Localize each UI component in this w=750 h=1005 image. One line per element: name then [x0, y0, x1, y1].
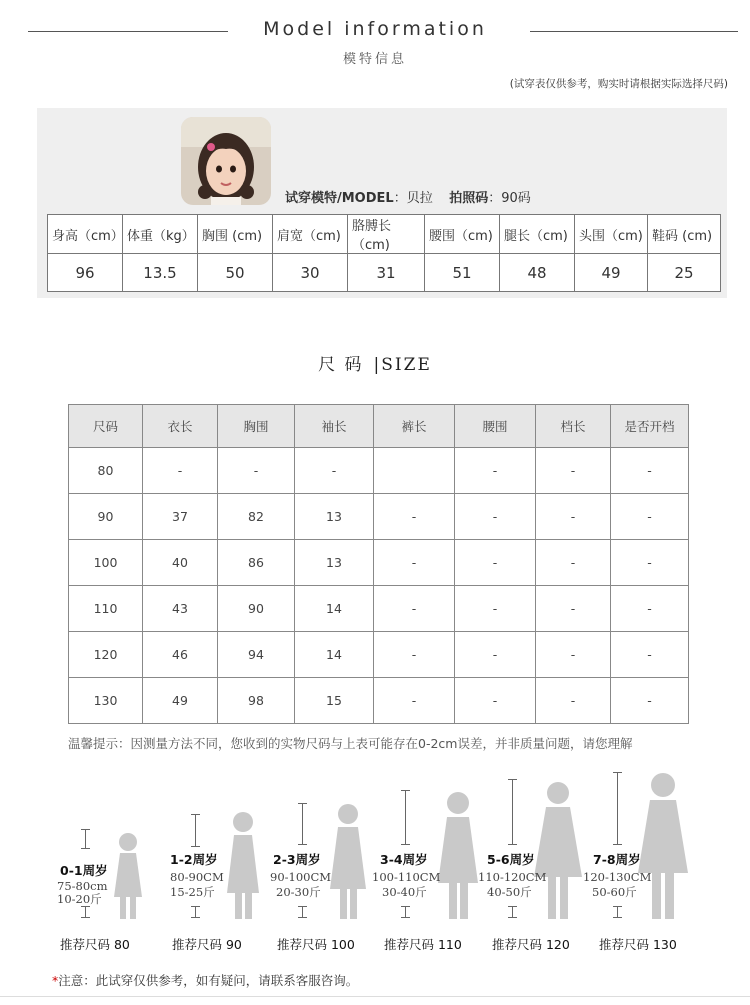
- size-cell: -: [218, 448, 295, 494]
- size-cell: 130: [69, 678, 143, 724]
- size-cell: 14: [295, 632, 374, 678]
- size-cell: 40: [143, 540, 218, 586]
- height-ruler-icon: [302, 803, 303, 845]
- value-cell: 96: [48, 254, 123, 292]
- height-range: 80-90CM: [170, 870, 224, 884]
- footnote: [52, 971, 358, 989]
- height-range: 120-130CM: [583, 870, 652, 884]
- header-cell: 鞋码 (cm): [648, 215, 721, 254]
- size-cell: -: [536, 540, 611, 586]
- table-row: [69, 632, 689, 678]
- table-row: [69, 678, 689, 724]
- size-cell: -: [536, 632, 611, 678]
- size-cell: 94: [218, 632, 295, 678]
- size-cell: [374, 448, 455, 494]
- age-label: 7-8周岁: [593, 852, 641, 867]
- size-cell: 110: [69, 586, 143, 632]
- model-photo: [181, 117, 271, 205]
- size-cell: -: [536, 494, 611, 540]
- size-cell: 100: [69, 540, 143, 586]
- measurement-tip: 温馨提示：因测量方法不同，您收到的实物尺码与上表可能存在0-2cm误差，并非质量问题，请您理解: [68, 736, 633, 751]
- size-cell: 82: [218, 494, 295, 540]
- size-header-cell: 衣长: [143, 405, 218, 448]
- child-silhouette-icon: [638, 773, 688, 919]
- header-cell: 身高（cm）: [48, 215, 123, 254]
- size-cell: -: [374, 632, 455, 678]
- divider: [0, 996, 750, 997]
- model-measurements-table: [47, 214, 721, 292]
- height-ruler-icon: [302, 906, 303, 918]
- height-ruler-icon: [405, 790, 406, 845]
- age-label: 2-3周岁: [273, 852, 321, 867]
- height-range: 110-120CM: [478, 870, 547, 884]
- size-cell: -: [611, 448, 689, 494]
- size-cell: -: [536, 448, 611, 494]
- size-cell: 43: [143, 586, 218, 632]
- table-row: [69, 540, 689, 586]
- table-row: [69, 586, 689, 632]
- size-cell: -: [611, 632, 689, 678]
- weight-range: 30-40斤: [382, 885, 427, 899]
- size-cell: 80: [69, 448, 143, 494]
- header-cell: 体重（kg）: [123, 215, 198, 254]
- size-cell: 49: [143, 678, 218, 724]
- size-cell: -: [295, 448, 374, 494]
- recommended-size: 推荐尺码 90: [172, 937, 242, 952]
- value-cell: 48: [500, 254, 575, 292]
- model-name: ：贝拉: [393, 191, 433, 206]
- section-title-english: Model information: [263, 18, 487, 40]
- height-ruler-icon: [512, 906, 513, 918]
- size-cell: -: [455, 540, 536, 586]
- size-cell: -: [455, 494, 536, 540]
- size-cell: -: [455, 678, 536, 724]
- height-ruler-icon: [617, 772, 618, 845]
- size-cell: 37: [143, 494, 218, 540]
- size-header-cell: 腰围: [455, 405, 536, 448]
- weight-range: 50-60斤: [592, 885, 637, 899]
- header-cell: 胸围 (cm): [198, 215, 273, 254]
- height-ruler-icon: [85, 906, 86, 918]
- recommended-size: 推荐尺码 100: [277, 937, 355, 952]
- height-range: 100-110CM: [372, 870, 441, 884]
- value-cell: 30: [273, 254, 348, 292]
- value-cell: 50: [198, 254, 273, 292]
- header-cell: 肩宽（cm): [273, 215, 348, 254]
- recommended-size: 推荐尺码 130: [599, 937, 677, 952]
- size-cell: -: [374, 494, 455, 540]
- weight-range: 10-20斤: [57, 892, 102, 906]
- height-ruler-icon: [85, 829, 86, 849]
- age-label: 0-1周岁: [60, 863, 108, 878]
- header-cell: 腿长（cm): [500, 215, 575, 254]
- height-ruler-icon: [195, 906, 196, 918]
- size-cell: 98: [218, 678, 295, 724]
- footnote-text: 注意：此试穿仅供参考，如有疑问，请联系客服咨询。: [58, 973, 359, 988]
- size-cell: 90: [69, 494, 143, 540]
- model-label: 试穿模特/MODEL: [285, 191, 394, 206]
- size-cell: 90: [218, 586, 295, 632]
- size-header-cell: 袖长: [295, 405, 374, 448]
- size-cell: -: [455, 632, 536, 678]
- size-table: [68, 404, 689, 724]
- child-silhouettes: [0, 765, 750, 925]
- height-ruler-icon: [405, 906, 406, 918]
- age-label: 3-4周岁: [380, 852, 428, 867]
- weight-range: 40-50斤: [487, 885, 532, 899]
- photo-size-value: ：90码: [488, 191, 531, 206]
- footnote-star: *: [52, 973, 59, 988]
- recommended-size: 推荐尺码 80: [60, 937, 130, 952]
- size-cell: 14: [295, 586, 374, 632]
- size-cell: -: [611, 540, 689, 586]
- size-cell: -: [374, 678, 455, 724]
- size-cell: -: [611, 586, 689, 632]
- value-cell: 25: [648, 254, 721, 292]
- weight-range: 15-25斤: [170, 885, 215, 899]
- height-range: 90-100CM: [270, 870, 332, 884]
- child-silhouette-icon: [114, 833, 142, 919]
- height-ruler-icon: [195, 814, 196, 847]
- section-title-chinese: 模特信息: [342, 52, 407, 67]
- weight-range: 20-30斤: [276, 885, 321, 899]
- size-cell: 46: [143, 632, 218, 678]
- child-silhouette-icon: [534, 782, 582, 919]
- child-silhouette-icon: [438, 792, 478, 919]
- size-title: [0, 350, 750, 375]
- size-cell: -: [611, 678, 689, 724]
- header-cell: 头围（cm): [575, 215, 648, 254]
- height-ruler-icon: [512, 779, 513, 845]
- size-cell: -: [536, 586, 611, 632]
- child-silhouette-icon: [227, 812, 259, 919]
- model-caption: [285, 187, 531, 206]
- value-cell: 31: [348, 254, 425, 292]
- table-row: [69, 494, 689, 540]
- size-cell: -: [536, 678, 611, 724]
- value-cell: 13.5: [123, 254, 198, 292]
- size-cell: 120: [69, 632, 143, 678]
- height-range: 75-80cm: [57, 879, 108, 893]
- header-cell: 腰围（cm): [425, 215, 500, 254]
- size-header-cell: 尺码: [69, 405, 143, 448]
- age-label: 5-6周岁: [487, 852, 535, 867]
- photo-size-label: 拍照码: [449, 191, 489, 206]
- size-header-cell: 档长: [536, 405, 611, 448]
- size-cell: -: [611, 494, 689, 540]
- size-header-cell: 裤长: [374, 405, 455, 448]
- size-cell: 13: [295, 494, 374, 540]
- reference-note: (试穿表仅供参考，购实时请根据实际选择尺码): [509, 78, 728, 90]
- size-title-english: |SIZE: [373, 355, 432, 375]
- age-label: 1-2周岁: [170, 852, 218, 867]
- height-ruler-icon: [617, 906, 618, 918]
- value-cell: 51: [425, 254, 500, 292]
- table-row: [69, 448, 689, 494]
- recommended-size: 推荐尺码 110: [384, 937, 462, 952]
- size-title-chinese: 尺 码: [318, 355, 364, 375]
- header-cell: 胳膊长（cm): [348, 215, 425, 254]
- size-header-cell: 胸围: [218, 405, 295, 448]
- value-cell: 49: [575, 254, 648, 292]
- size-cell: 13: [295, 540, 374, 586]
- recommended-size: 推荐尺码 120: [492, 937, 570, 952]
- size-cell: -: [455, 448, 536, 494]
- size-cell: -: [455, 586, 536, 632]
- size-cell: -: [374, 586, 455, 632]
- size-cell: -: [374, 540, 455, 586]
- size-cell: 15: [295, 678, 374, 724]
- size-cell: -: [143, 448, 218, 494]
- size-header-cell: 是否开档: [611, 405, 689, 448]
- size-cell: 86: [218, 540, 295, 586]
- child-silhouette-icon: [330, 804, 366, 919]
